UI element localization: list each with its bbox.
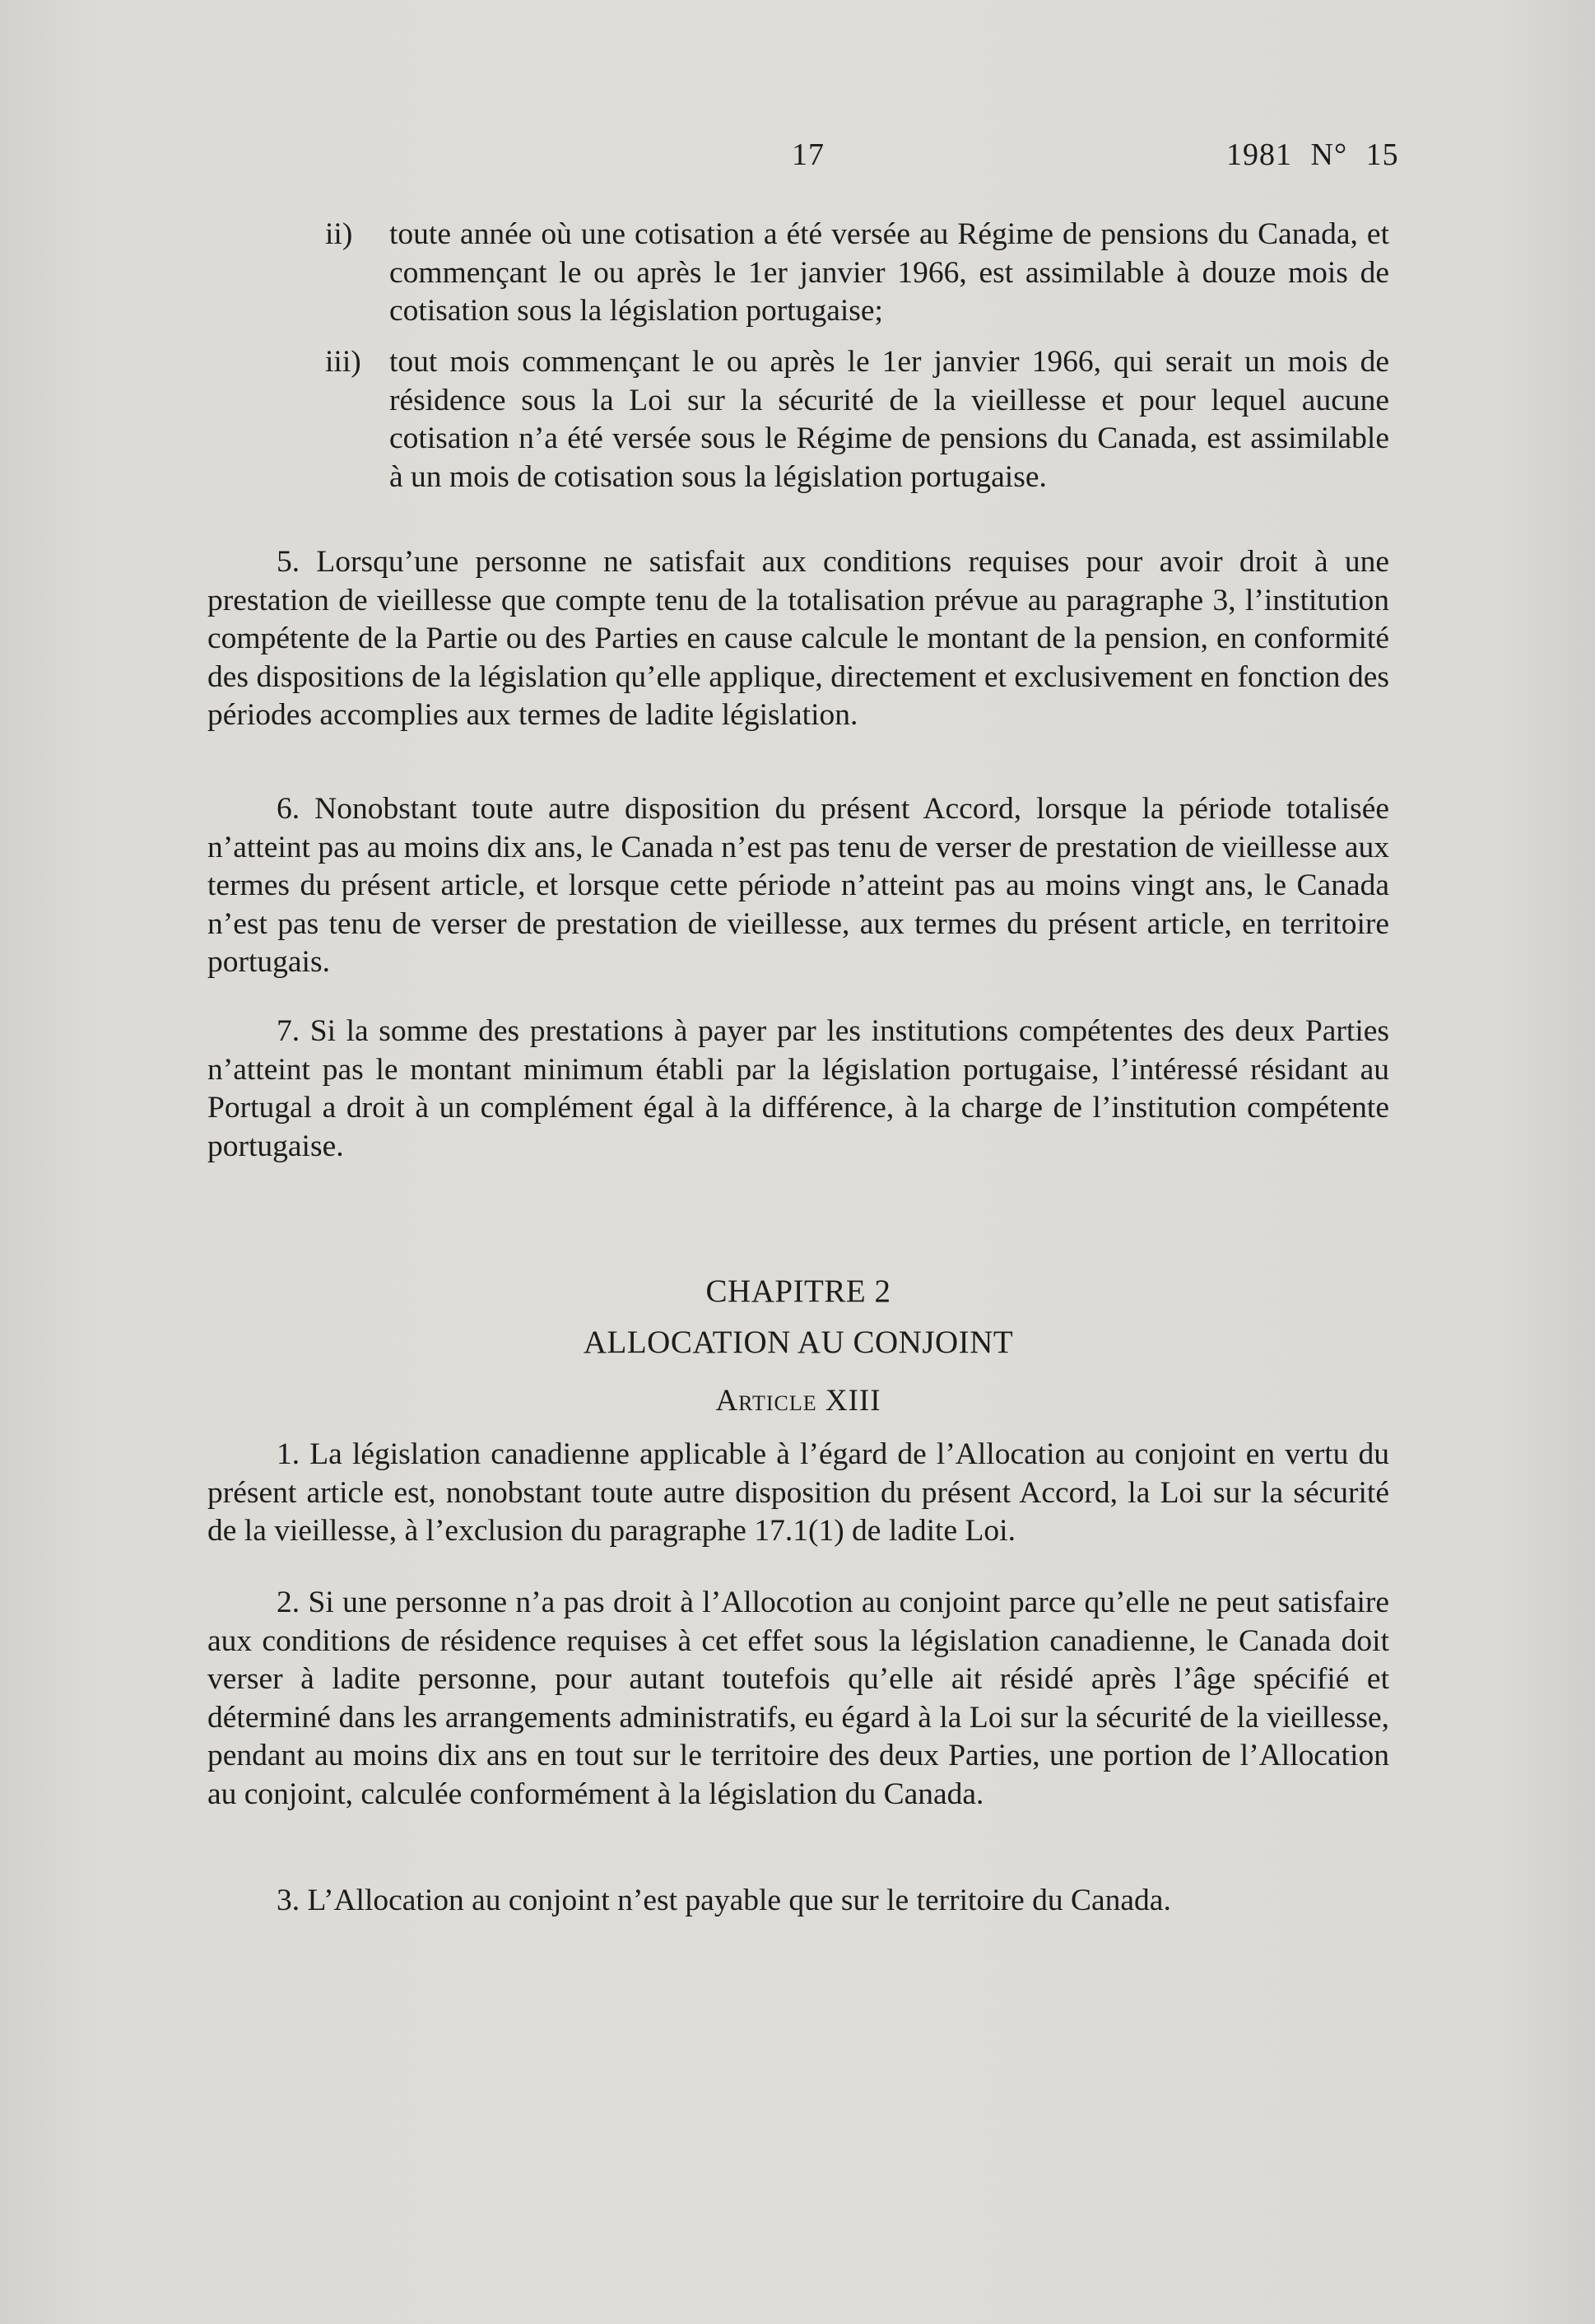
paragraph-text: 5. Lorsqu’une personne ne satisfait aux conditions requises pour avoir droit à une prestation de vieillesse que compte tenu de la totalisation prévue au paragraphe 3, l’institution compétente de la Partie ou des Parties en cause calcule le montant de la pension, en conformité des dispositions de la législation qu’elle applique, directement et exclusivement en fonction des périodes accomplies aux termes de ladite législation. <box>207 545 1389 732</box>
paragraph-text: 2. Si une personne n’a pas droit à l’Allocotion au conjoint parce qu’elle ne peut satisfaire aux conditions de résidence requises à cet effet sous la législation canadienne, le Canada doit verser à ladite personne, pour autant toutefois qu’elle ait résidé après l’âge spécifié et déterminé dans les arrangements administratifs, eu égard à la Loi sur la sécurité de la vieillesse, pendant au moins dix ans en tout sur le territoire des deux Parties, une portion de l’Allocation au conjoint, calculée conformément à la législation du Canada. <box>207 1586 1389 1811</box>
article-heading: Article XIII <box>715 1384 881 1418</box>
paragraph-text: 7. Si la somme des prestations à payer par les institutions compétentes des deux Parties n’atteint pas le montant minimum établi par la législation portugaise, l’intéressé résidant au Portugal a droit à un complément égal à la différence, à la charge de l’institution compétente portugaise. <box>207 1014 1389 1163</box>
item-text: tout mois commençant le ou après le 1er janvier 1966, qui serait un mois de résidence sous la Loi sur la sécurité de la vieillesse et pour lequel aucune cotisation n’a été versée sous le Régime de pensions du Canada, est assimilable à un mois de cotisation sous la législation portugaise. <box>389 345 1389 494</box>
chapter-title: CHAPITRE 2 <box>705 1274 891 1309</box>
paragraph-3 <box>207 1882 1389 1921</box>
sub-item-ii <box>325 216 1477 331</box>
paragraph-1 <box>207 1436 1389 1551</box>
paragraph-6 <box>207 790 1389 982</box>
item-label: ii) <box>325 217 353 251</box>
paragraph-2 <box>207 1584 1389 1814</box>
paragraph-text: 6. Nonobstant toute autre disposition du présent Accord, lorsque la période totalisée n’atteint pas au moins dix ans, le Canada n’est pas tenu de verser de prestation de vieillesse aux termes du présent article, et lorsque cette période n’atteint pas au moins vingt ans, le Canada n’est pas tenu de verser de prestation de vieillesse, aux termes du présent article, en territoire portugais. <box>207 792 1389 979</box>
item-label: iii) <box>325 345 361 379</box>
item-text: toute année où une cotisation a été versée au Régime de pensions du Canada, et commençant le ou après le 1er janvier 1966, est assimilable à douze mois de cotisation sous la législation portugaise; <box>389 217 1389 328</box>
paragraph-text: 3. L’Allocation au conjoint n’est payable que sur le territoire du Canada. <box>277 1884 1171 1917</box>
sub-item-iii <box>325 343 1477 496</box>
year-and-number: 1981 N° 15 <box>1226 137 1399 172</box>
paragraph-5 <box>207 543 1389 735</box>
paragraph-7 <box>207 1013 1389 1166</box>
chapter-subtitle: ALLOCATION AU CONJOINT <box>583 1325 1014 1360</box>
paragraph-text: 1. La législation canadienne applicable à l’égard de l’Allocation au conjoint en vertu du présent article est, nonobstant toute autre disposition du présent Accord, la Loi sur la sécurité de la vieillesse, à l’exclusion du paragraphe 17.1(1) de ladite Loi. <box>207 1437 1389 1548</box>
page-number: 17 <box>792 137 825 172</box>
